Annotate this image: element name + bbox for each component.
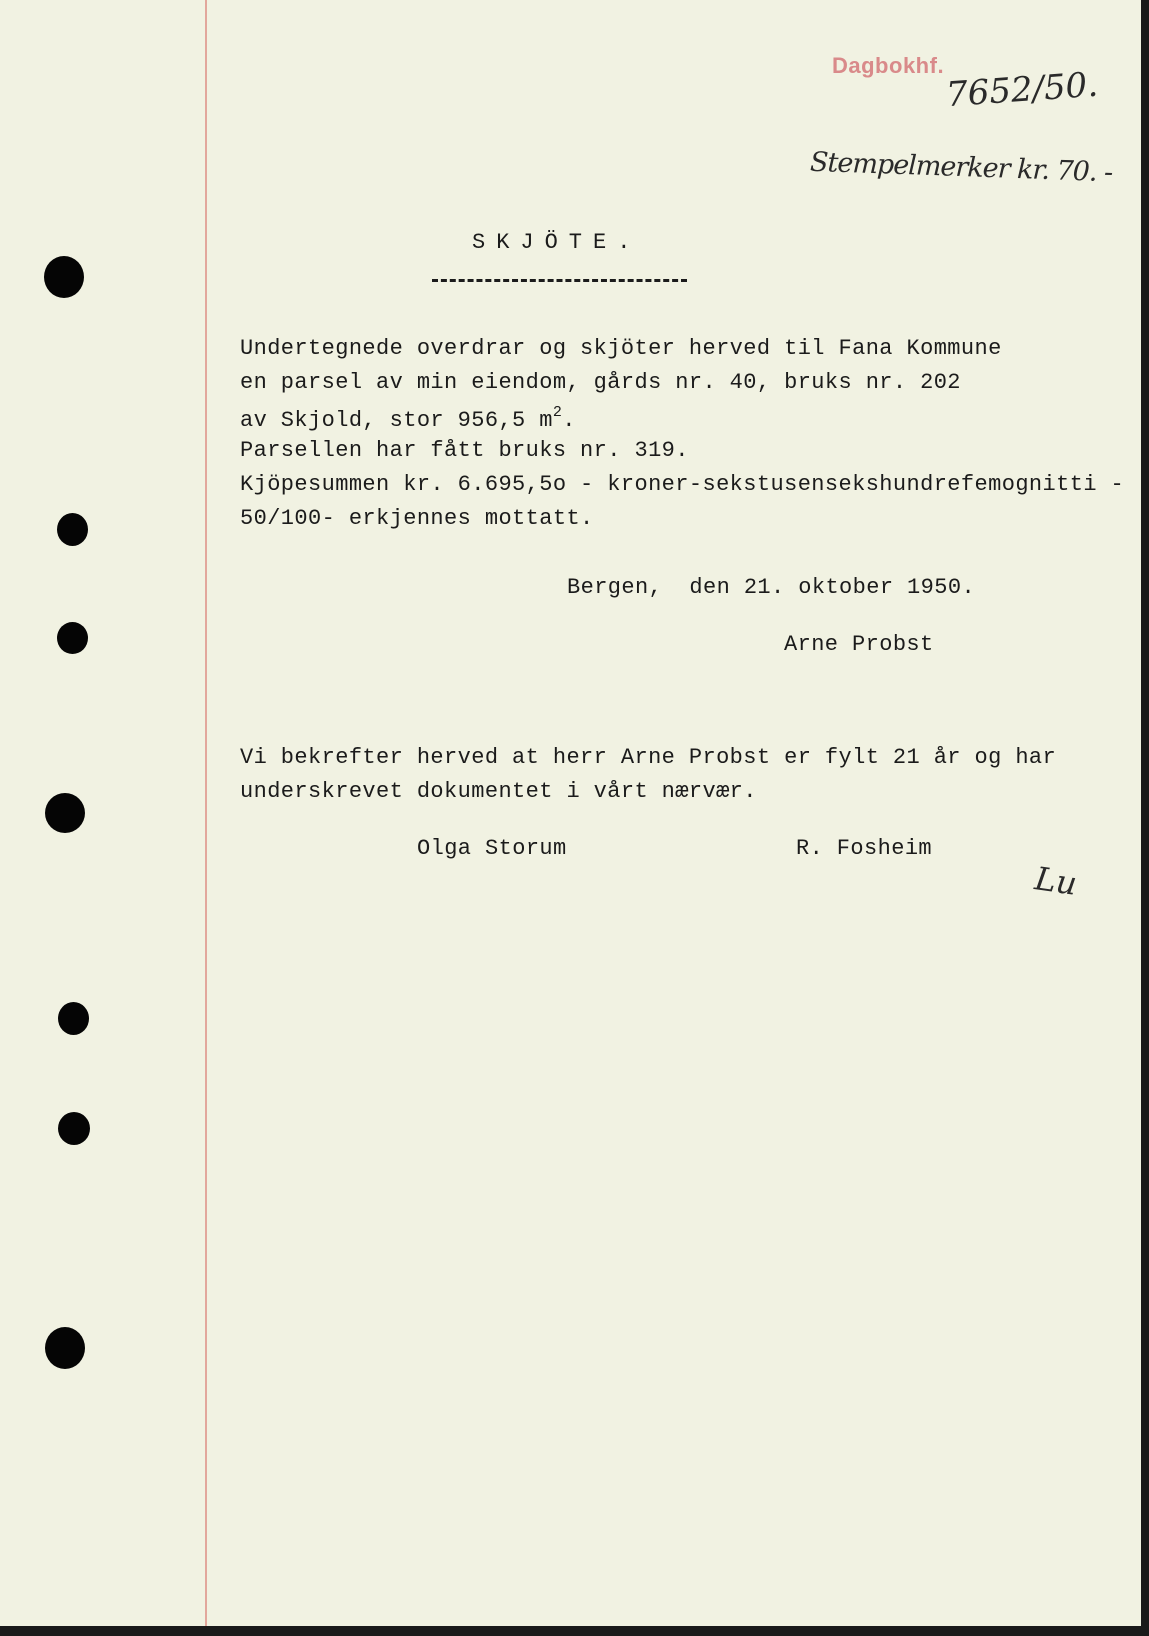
- title-underline: [432, 279, 687, 282]
- binder-hole: [58, 1002, 89, 1035]
- binder-hole: [45, 793, 85, 833]
- handwritten-journal-number: 7652/50.: [944, 64, 1100, 116]
- body-line-3-end: .: [562, 408, 576, 433]
- witness-statement-line-1: Vi bekrefter herved at herr Arne Probst er fylt 21 år og har: [240, 745, 1057, 770]
- binder-hole: [45, 1327, 85, 1369]
- place-date: Bergen, den 21. oktober 1950.: [567, 575, 976, 600]
- body-line-3: [240, 404, 576, 433]
- binder-hole: [58, 1112, 90, 1145]
- signer-name: Arne Probst: [784, 632, 934, 657]
- handwritten-initials: Lu: [1032, 859, 1080, 903]
- handwritten-stamp-note: Stempelmerker kr. 70. -: [809, 146, 1113, 189]
- document-title: SKJÖTE.: [472, 230, 642, 255]
- binder-hole: [57, 622, 88, 654]
- witness-left: Olga Storum: [417, 836, 567, 861]
- body-line-3-text: av Skjold, stor 956,5 m: [240, 408, 553, 433]
- body-line-6: 50/100- erkjennes mottatt.: [240, 506, 594, 531]
- margin-line: [205, 0, 207, 1626]
- binder-hole: [57, 513, 88, 546]
- registry-stamp: Dagbokhf.: [832, 53, 945, 78]
- body-line-5: Kjöpesummen kr. 6.695,5o - kroner-sekstusensekshundrefemognitti -: [240, 472, 1125, 497]
- body-line-2: en parsel av min eiendom, gårds nr. 40, bruks nr. 202: [240, 370, 961, 395]
- binder-hole: [44, 256, 84, 298]
- squared-superscript: 2: [552, 404, 563, 421]
- body-line-4: Parsellen har fått bruks nr. 319.: [240, 438, 689, 463]
- body-line-1: Undertegnede overdrar og skjöter herved til Fana Kommune: [240, 336, 1002, 361]
- witness-statement-line-2: underskrevet dokumentet i vårt nærvær.: [240, 779, 757, 804]
- witness-right: R. Fosheim: [796, 836, 933, 861]
